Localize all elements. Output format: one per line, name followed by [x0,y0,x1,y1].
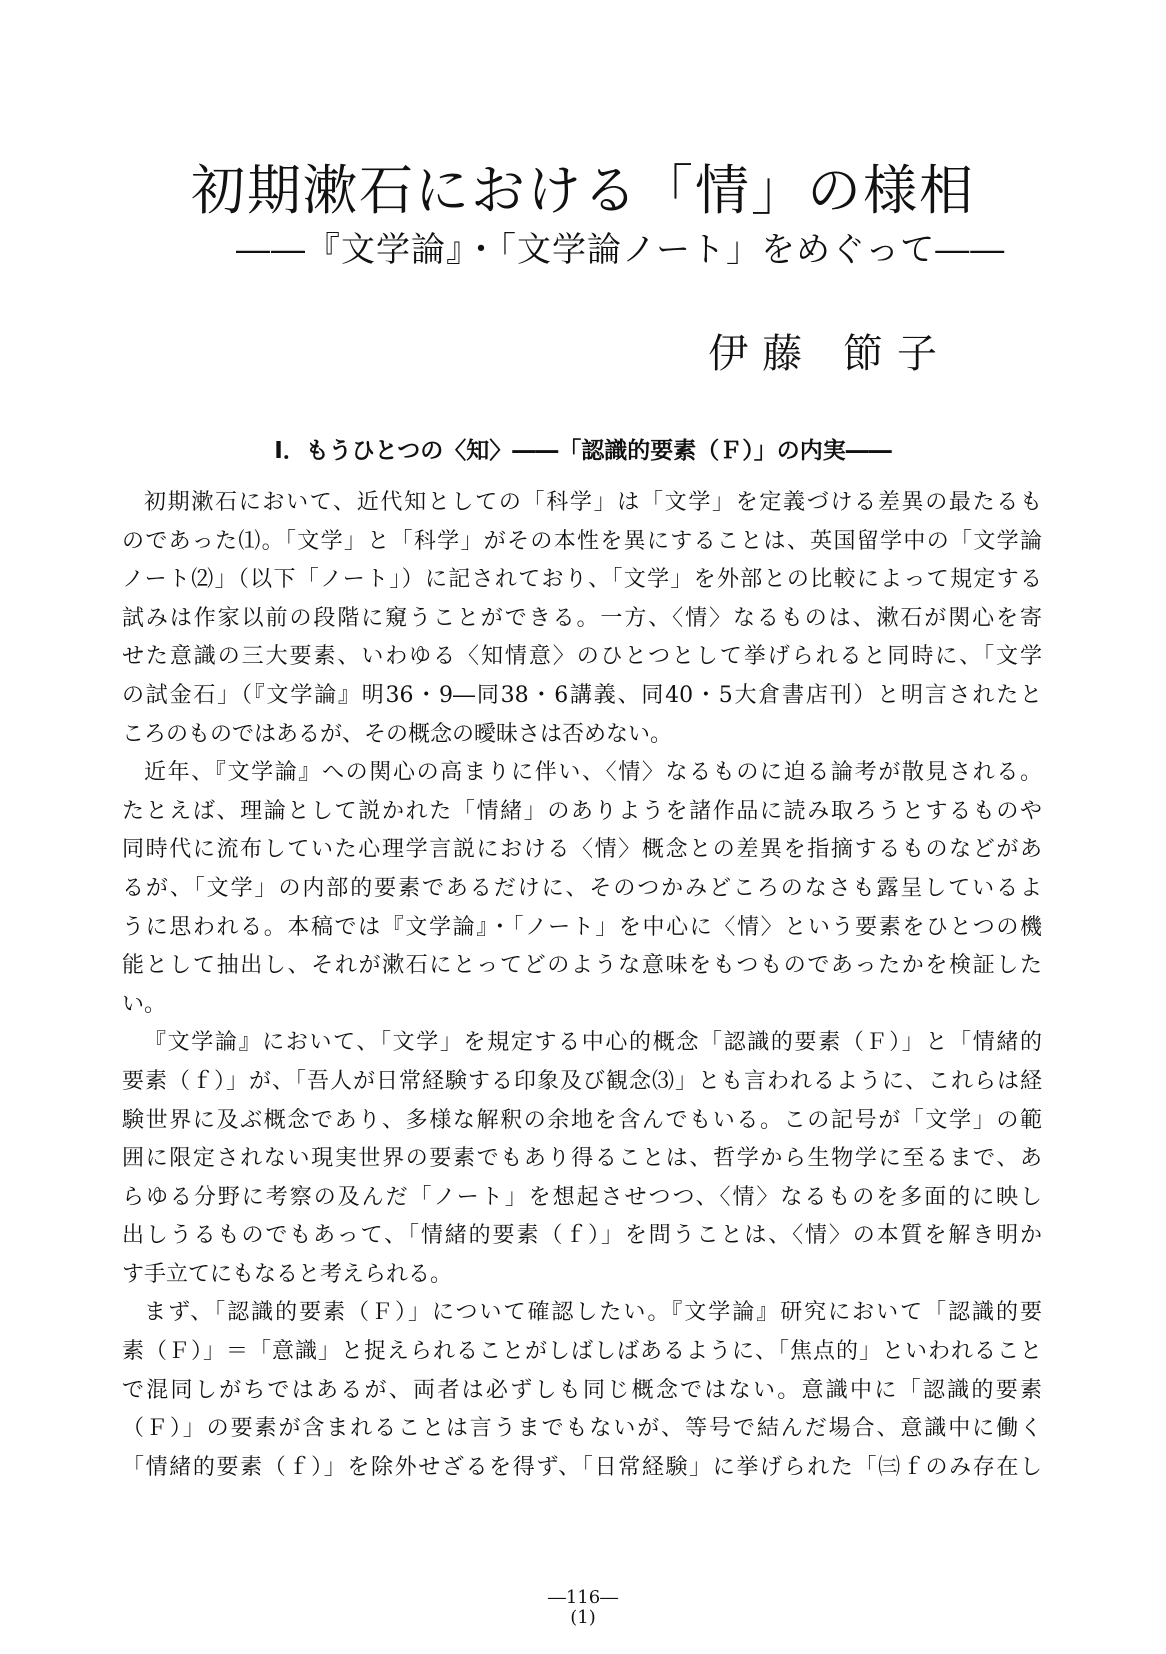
body-line: 試みは作家以前の段階に窺うことができる。一方、〈情〉なるものは、漱石が関心を寄 [122,605,1042,631]
body-line: らゆる分野に考察の及んだ「ノート」を想起させつつ、〈情〉なるものを多面的に映し [122,1184,1042,1210]
page-number-main: ―116― [547,1587,619,1608]
page-number-sub: (1) [570,1607,596,1628]
body-line: 出しうるものでもあって、「情緒的要素（ｆ）」を問うことは、〈情〉の本質を解き明か [122,1223,1042,1249]
page-number [0,1588,1166,1628]
body-line: うに思われる。本稿では『文学論』・「ノート」を中心に〈情〉という要素をひとつの機 [122,914,1042,940]
body-line: 初期漱石において、近代知としての「科学」は「文学」を定義づける差異の最たるも [144,490,1042,515]
body-line: せた意識の三大要素、いわゆる〈知情意〉のひとつとして挙げられると同時に、「文学 [122,644,1042,670]
body-line: 同時代に流布していた心理学言説における〈情〉概念との差異を指摘するものなどがあ [122,837,1042,863]
body-line: るが、「文学」の内部的要素であるだけに、そのつかみどころのなさも露呈しているよ [122,875,1042,901]
body-text [122,484,1042,1487]
body-line: ノート⑵」（以下「ノート」）に記されており、「文学」を外部との比較によって規定する [122,567,1042,593]
body-line: 囲に限定されない現実世界の要素でもあり得ることは、哲学から生物学に至るまで、あ [122,1146,1042,1172]
body-line: 「情緒的要素（ｆ）」を除外せざるを得ず、「日常経験」に挙げられた「㈢ｆのみ存在し [122,1454,1042,1480]
body-line: 能として抽出し、それが漱石にとってどのような意味をもつものであったかを検証した [122,953,1042,979]
article-subtitle: ――『文学論』・「文学論ノート」をめぐって―― [236,230,1006,270]
body-line: まず、「認識的要素（Ｆ）」について確認したい。『文学論』研究において「認識的要 [144,1300,1042,1326]
body-line: す手立てにもなると考えられる。 [122,1261,453,1287]
body-line: の試金石」（『文学論』明36・9―同38・6講義、同40・5大倉書店刊）と明言されたと [122,682,1042,708]
body-line: （Ｆ）」の要素が含まれることは言うまでもないが、等号で結んだ場合、意識中に働く [122,1416,1042,1442]
body-line: で混同しがちではあるが、両者は必ずしも同じ概念ではない。意識中に「認識的要素 [122,1377,1042,1403]
body-line: 要素（ｆ）」が、「吾人が日常経験する印象及び観念⑶」とも言われるように、これらは経 [122,1068,1042,1094]
body-line: 素（Ｆ）」＝「意識」と捉えられることがしばしばあるように、「焦点的」といわれること [122,1339,1042,1365]
body-line: 『文学論』において、「文学」を規定する中心的概念「認識的要素（Ｆ）」と「情緒的 [144,1030,1042,1056]
body-line: のであった⑴。「文学」と「科学」がその本性を異にすることは、英国留学中の「文学論 [122,528,1042,554]
article-title: 初期漱石における「情」の様相 [191,159,975,222]
body-line: ころのものではあるが、その概念の曖昧さは否めない。 [122,721,673,747]
author-name: 伊藤 節子 [708,331,951,377]
body-line: 験世界に及ぶ概念であり、多様な解釈の余地を含んでもいる。この記号が「文学」の範 [122,1107,1042,1133]
body-line: 近年、『文学論』への関心の高まりに伴い、〈情〉なるものに迫る論考が散見される。 [144,760,1042,786]
section-heading: Ⅰ．もうひとつの〈知〉――「認識的要素（Ｆ）」の内実―― [274,438,892,464]
body-line: たとえば、理論として説かれた「情緒」のありようを諸作品に読み取ろうとするものや [122,798,1042,824]
body-line: い。 [122,991,167,1017]
